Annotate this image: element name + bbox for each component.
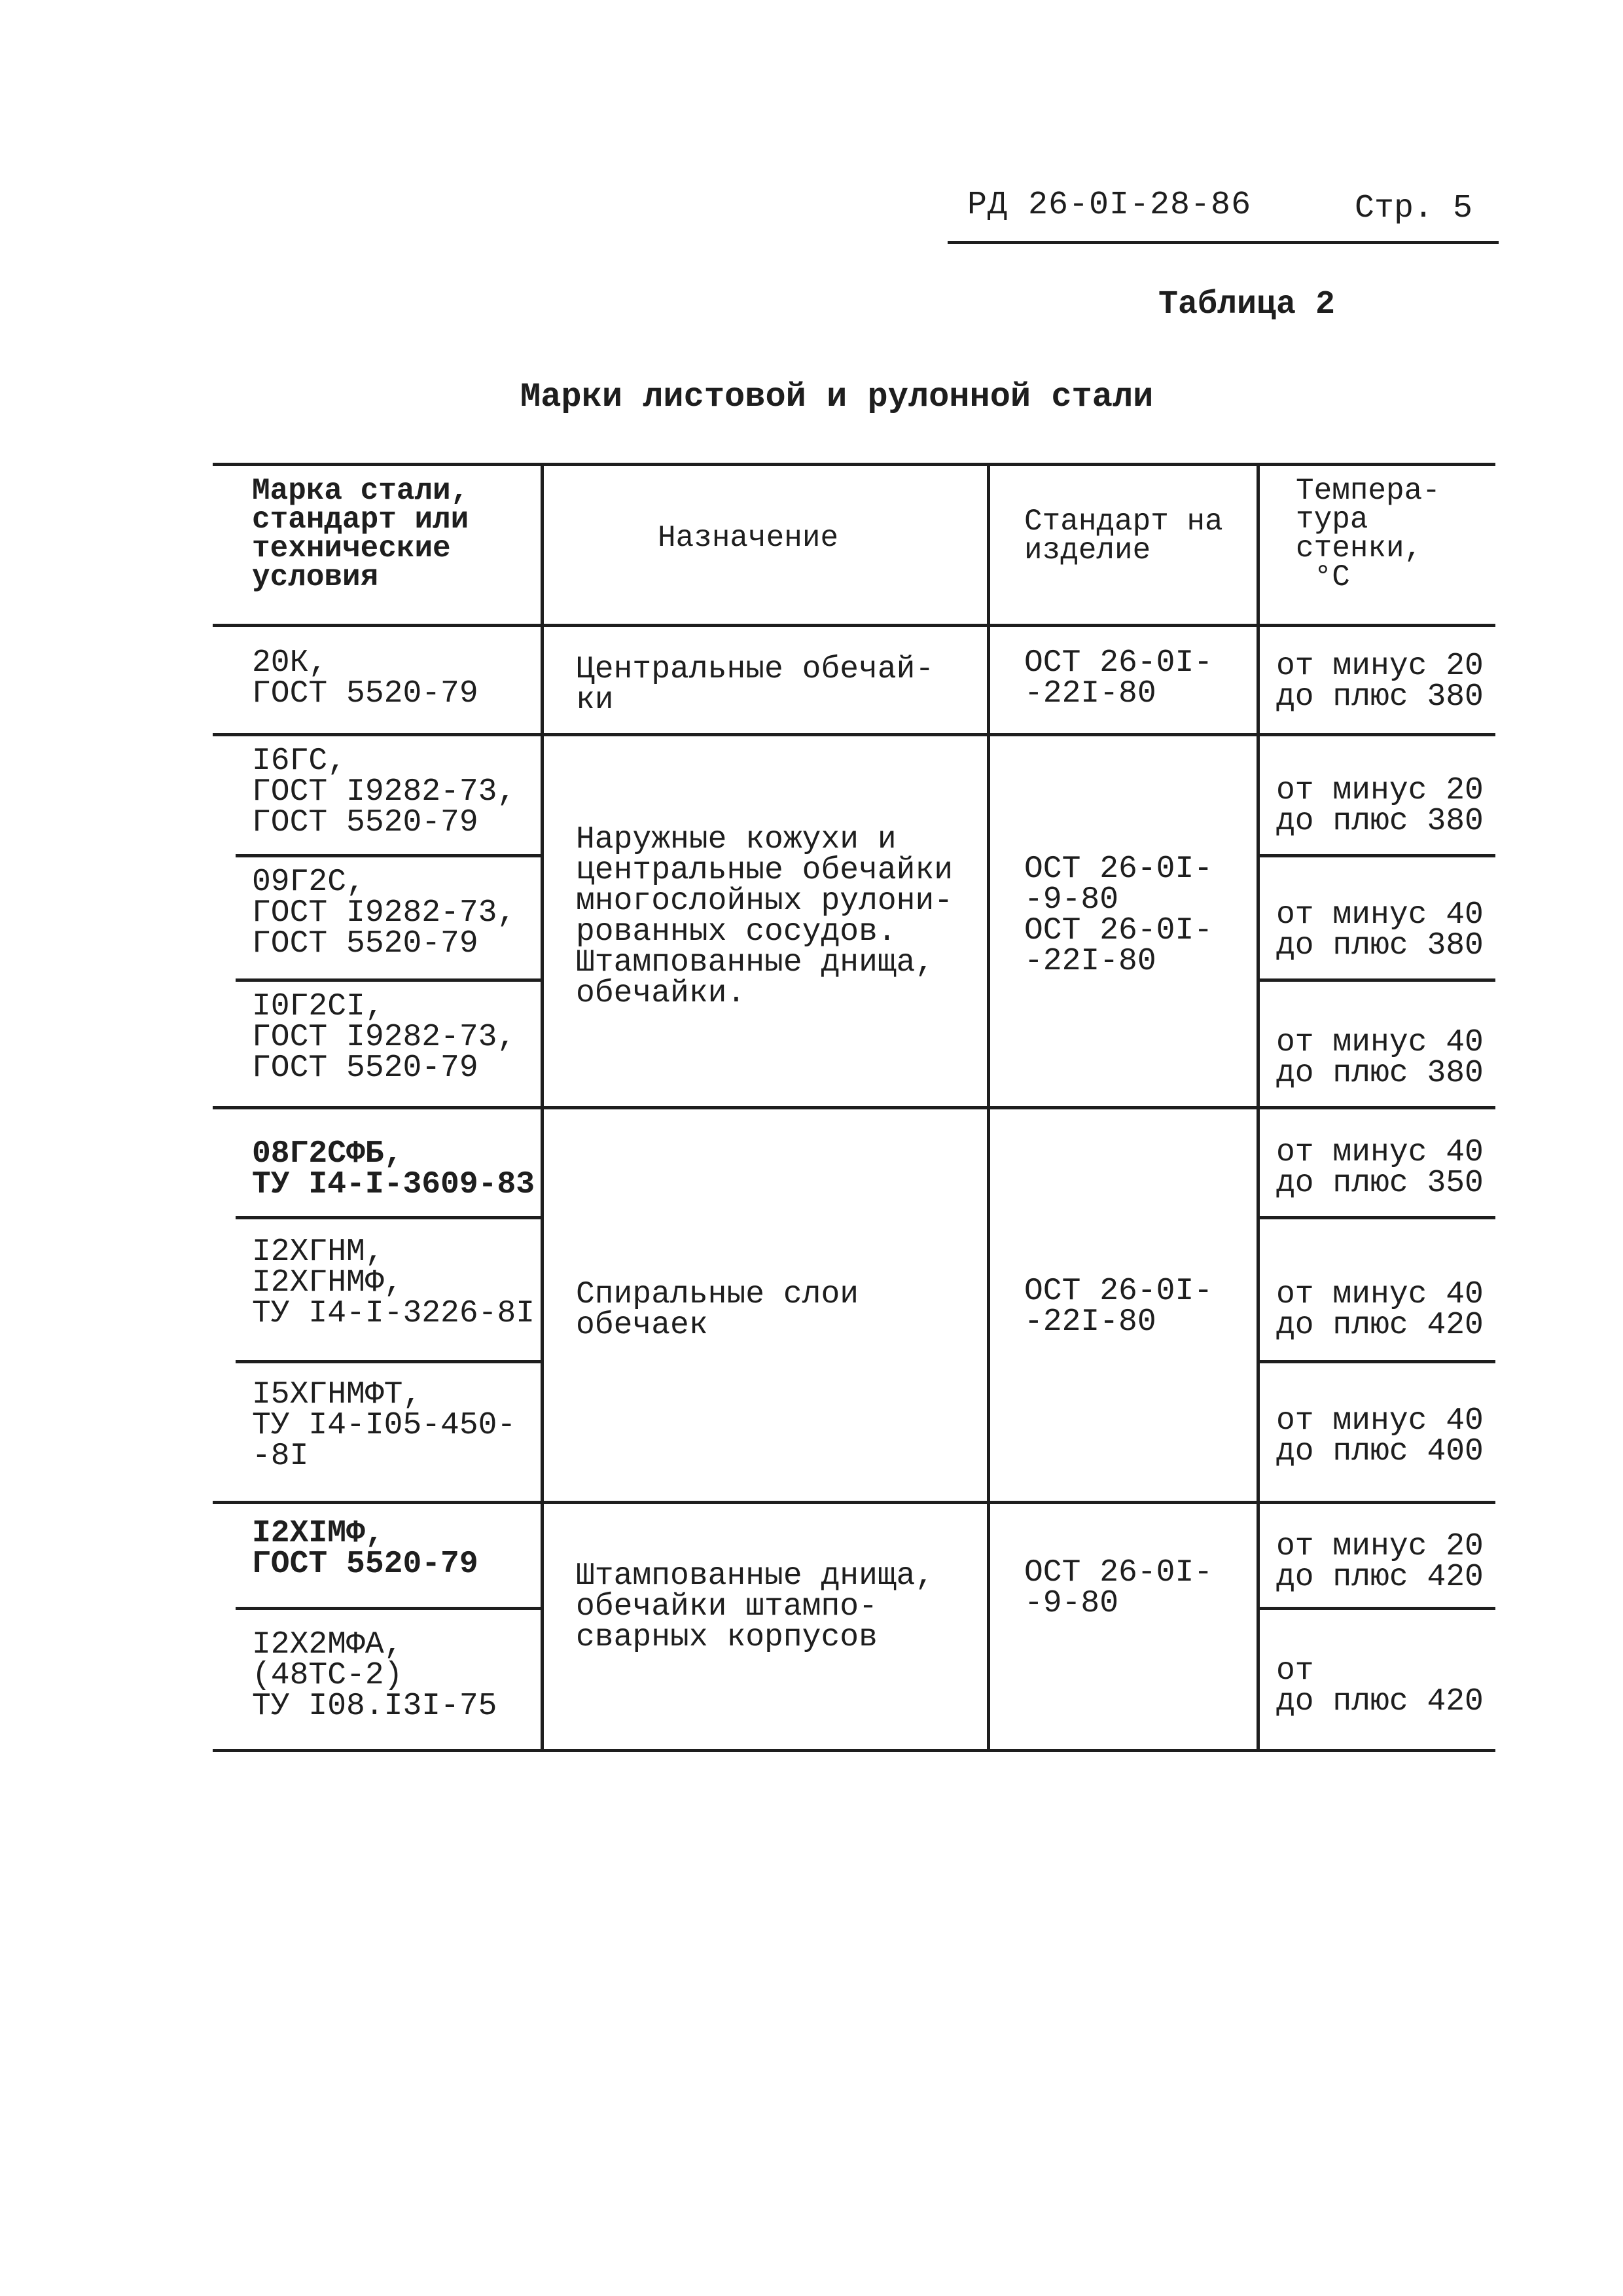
page-number: Стр. 5 [1355,190,1473,227]
standard-cell: ОСТ 26-0I- -9-80 [1024,1555,1213,1621]
table-label: Таблица 2 [1158,286,1336,323]
standard-cell: ОСТ 26-0I- -9-80 ОСТ 26-0I- -22I-80 [1024,852,1213,979]
row-rule [1260,1360,1495,1363]
grade-cell: I6ГС, ГОСТ I9282-73, ГОСТ 5520-79 [252,744,516,840]
standard-cell: ОСТ 26-0I- -22I-80 [1024,645,1213,711]
temperature-cell: от минус 40 до плюс 350 [1276,1135,1484,1201]
grade-cell: I5ХГНМФТ, ТУ I4-I05-450- -8I [252,1377,516,1474]
purpose-cell: Наружные кожухи и центральные обечайки многослойных рулони- рованных сосудов. Штампованные днища, обечайки. [576,822,954,1011]
purpose-cell: Спиральные слои обечаек [576,1277,859,1343]
table-bottom-rule [213,1749,1495,1752]
grade-cell: I2ХIМФ, ГОСТ 5520-79 [252,1516,478,1582]
row-rule [236,1607,543,1610]
header-bottom-rule [213,624,1495,627]
temperature-cell: от минус 20 до плюс 420 [1276,1529,1484,1595]
column-rule [987,463,990,1752]
grade-cell: 09Г2С, ГОСТ I9282-73, ГОСТ 5520-79 [252,865,516,961]
row-rule [213,733,1495,736]
row-rule [236,978,543,982]
row-rule [236,1216,543,1219]
temperature-cell: от минус 40 до плюс 380 [1276,1025,1484,1091]
temperature-cell: от до плюс 420 [1276,1653,1484,1719]
grade-cell: I2ХГНМ, I2ХГНМФ, ТУ I4-I-3226-8I [252,1234,535,1331]
table-top-rule [213,463,1495,466]
grade-cell: I0Г2СI, ГОСТ I9282-73, ГОСТ 5520-79 [252,989,516,1086]
row-rule [1260,1607,1495,1610]
row-rule [236,1360,543,1363]
row-rule [1260,1216,1495,1219]
column-rule [1257,463,1260,1752]
header-temperature: Темпера- тура стенки, °C [1296,474,1440,594]
header-standard: Стандарт на изделие [1024,505,1223,567]
group-rule [213,1106,1495,1109]
row-rule [1260,978,1495,982]
purpose-cell: Центральные обечай- ки [576,652,935,718]
temperature-cell: от минус 20 до плюс 380 [1276,773,1484,839]
grade-cell: I2Х2МФА, (48ТС-2) ТУ I08.I3I-75 [252,1627,497,1724]
purpose-cell: Штампованные днища, обечайки штампо- сварных корпусов [576,1558,935,1655]
temperature-cell: от минус 20 до плюс 380 [1276,649,1484,715]
row-rule [236,854,543,857]
header-grade: Марка стали, стандарт или технические условия [252,474,469,594]
grade-cell: 20К, ГОСТ 5520-79 [252,645,478,711]
table-title: Марки листовой и рулонной стали [520,378,1154,416]
grade-cell: 08Г2СФБ, ТУ I4-I-3609-83 [252,1136,535,1202]
header-purpose: Назначение [658,521,839,555]
document-code: РД 26-0I-28-86 [967,187,1252,224]
temperature-cell: от минус 40 до плюс 380 [1276,897,1484,963]
temperature-cell: от минус 40 до плюс 400 [1276,1403,1484,1469]
standard-cell: ОСТ 26-0I- -22I-80 [1024,1274,1213,1340]
header-rule [948,241,1499,244]
temperature-cell: от минус 40 до плюс 420 [1276,1277,1484,1343]
row-rule [1260,854,1495,857]
group-rule [213,1501,1495,1504]
column-rule [541,463,544,1752]
